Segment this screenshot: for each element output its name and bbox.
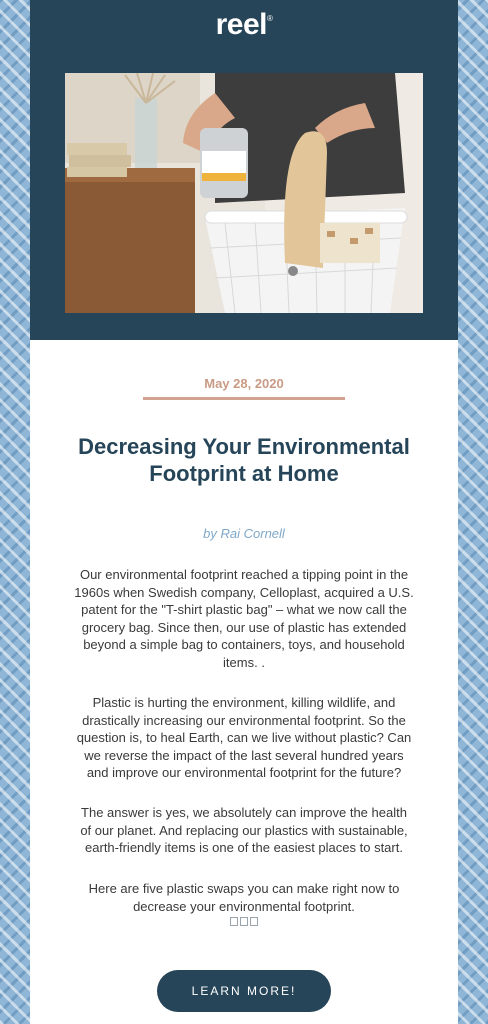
- article-title: Decreasing Your Environmental Footprint at Home: [78, 434, 410, 486]
- article-paragraph: The answer is yes, we absolutely can improve the health of our planet. And replacing our plastics with sustainable, earth-friendly items is one of the easiest places to start.: [80, 805, 408, 855]
- missing-glyph-icon: [240, 917, 248, 926]
- logo-text: reel: [215, 8, 267, 41]
- missing-glyph-placeholders: [30, 913, 458, 925]
- email-header: [30, 0, 458, 340]
- article-paragraph: Our environmental footprint reached a tipping point in the 1960s when Swedish company, Celloplast, acquired a U.S. patent for the "T-shirt plastic bag" – what we now call the grocery bag. Since then, our use of plastic has extended beyond a simple bag to containers, toys, and household items. .: [74, 567, 414, 670]
- missing-glyph-icon: [250, 917, 258, 926]
- missing-glyph-icon: [230, 917, 238, 926]
- registered-mark: ®: [266, 14, 273, 23]
- email-container: [30, 0, 458, 1024]
- date-divider: [143, 397, 345, 400]
- article-byline: by Rai Cornell: [203, 526, 285, 541]
- learn-more-button[interactable]: LEARN MORE!: [157, 970, 331, 1012]
- brand-logo[interactable]: [30, 8, 458, 42]
- article-paragraph: Here are five plastic swaps you can make right now to decrease your environmental footprint.: [88, 881, 400, 914]
- article-date: May 28, 2020: [204, 376, 284, 391]
- hero-image: [65, 73, 423, 313]
- article-paragraph: Plastic is hurting the environment, killing wildlife, and drastically increasing our environmental footprint. So the question is, to heal Earth, can we live without plastic? Can we reverse the impact of the last several hundred years and improve our environmental footprint for the future?: [76, 695, 412, 780]
